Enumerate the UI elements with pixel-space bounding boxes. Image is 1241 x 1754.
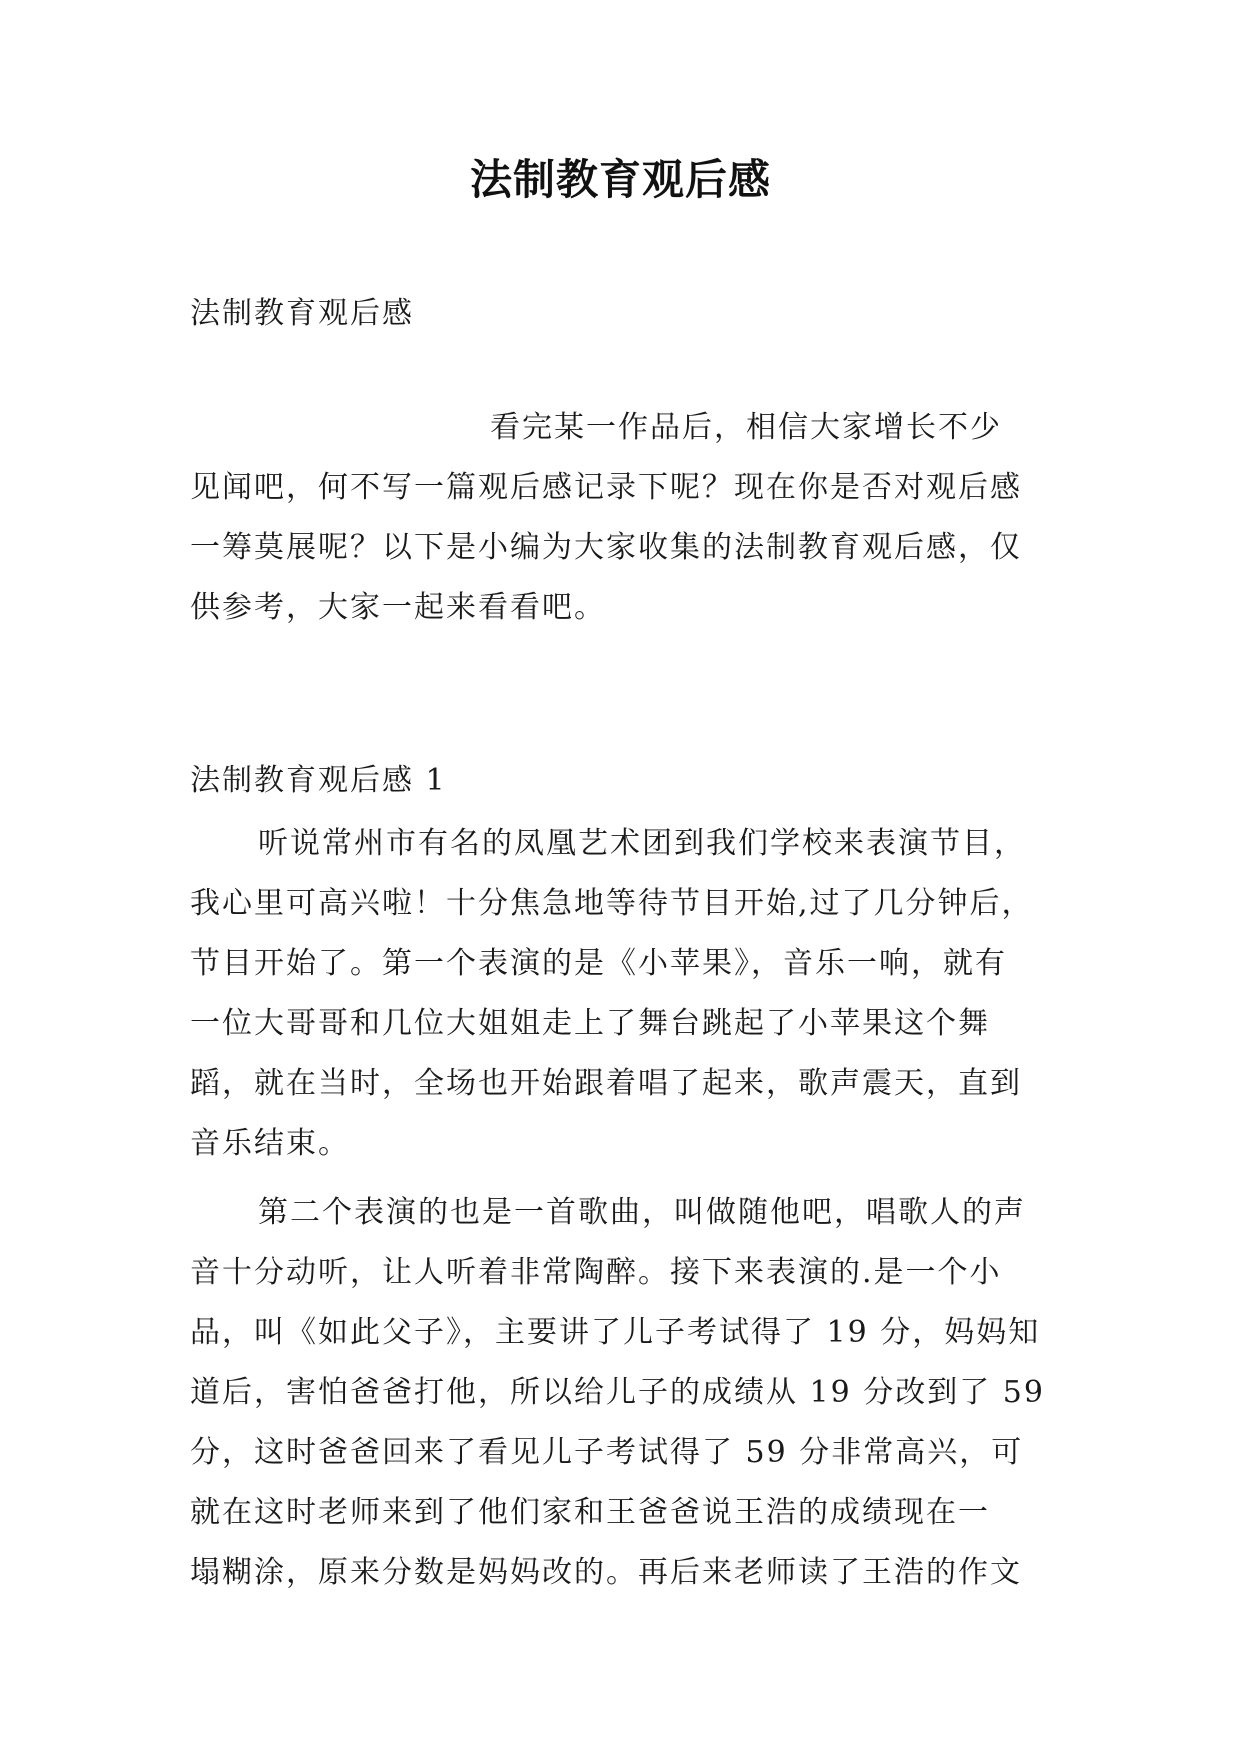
para2-line-2: 音十分动听，让人听着非常陶醉。接下来表演的.是一个小	[190, 1255, 1002, 1290]
para1-line-4: 一位大哥哥和几位大姐姐走上了舞台跳起了小苹果这个舞	[190, 1006, 990, 1041]
intro-line-3: 一筹莫展呢？以下是小编为大家收集的法制教育观后感，仅	[190, 530, 1022, 565]
para1-line-1: 听说常州市有名的凤凰艺术团到我们学校来表演节目，	[258, 826, 1026, 861]
intro-line-4: 供参考，大家一起来看看吧。	[190, 590, 606, 625]
section-heading-1: 法制教育观后感 1	[190, 763, 447, 798]
para1-line-5: 蹈，就在当时，全场也开始跟着唱了起来，歌声震天，直到	[190, 1066, 1022, 1101]
para1-line-6: 音乐结束。	[190, 1126, 350, 1161]
para1-line-3: 节目开始了。第一个表演的是《小苹果》，音乐一响，就有	[190, 946, 1007, 981]
para2-line-5: 分，这时爸爸回来了看见儿子考试得了 59 分非常高兴，可	[190, 1435, 1024, 1470]
para2-line-7: 塌糊涂，原来分数是妈妈改的。再后来老师读了王浩的作文	[190, 1555, 1022, 1590]
paragraph-2	[190, 1183, 1060, 1603]
intro-line-2: 见闻吧，何不写一篇观后感记录下呢？现在你是否对观后感	[190, 470, 1022, 505]
para2-line-4: 道后，害怕爸爸打他，所以给儿子的成绩从 19 分改到了 59	[190, 1375, 1045, 1410]
para2-line-3: 品，叫《如此父子》，主要讲了儿子考试得了 19 分，妈妈知	[190, 1315, 1041, 1350]
para1-line-2: 我心里可高兴啦！十分焦急地等待节目开始,过了几分钟后，	[190, 886, 1034, 921]
intro-paragraph	[190, 398, 1060, 638]
document-title: 法制教育观后感	[469, 155, 771, 204]
para2-line-6: 就在这时老师来到了他们家和王爸爸说王浩的成绩现在一	[190, 1495, 990, 1530]
para2-line-1: 第二个表演的也是一首歌曲，叫做随他吧，唱歌人的声	[258, 1195, 1026, 1230]
document-subtitle: 法制教育观后感	[190, 296, 414, 331]
paragraph-1	[190, 814, 1060, 1174]
intro-line-1: 看完某一作品后，相信大家增长不少	[490, 410, 1002, 445]
